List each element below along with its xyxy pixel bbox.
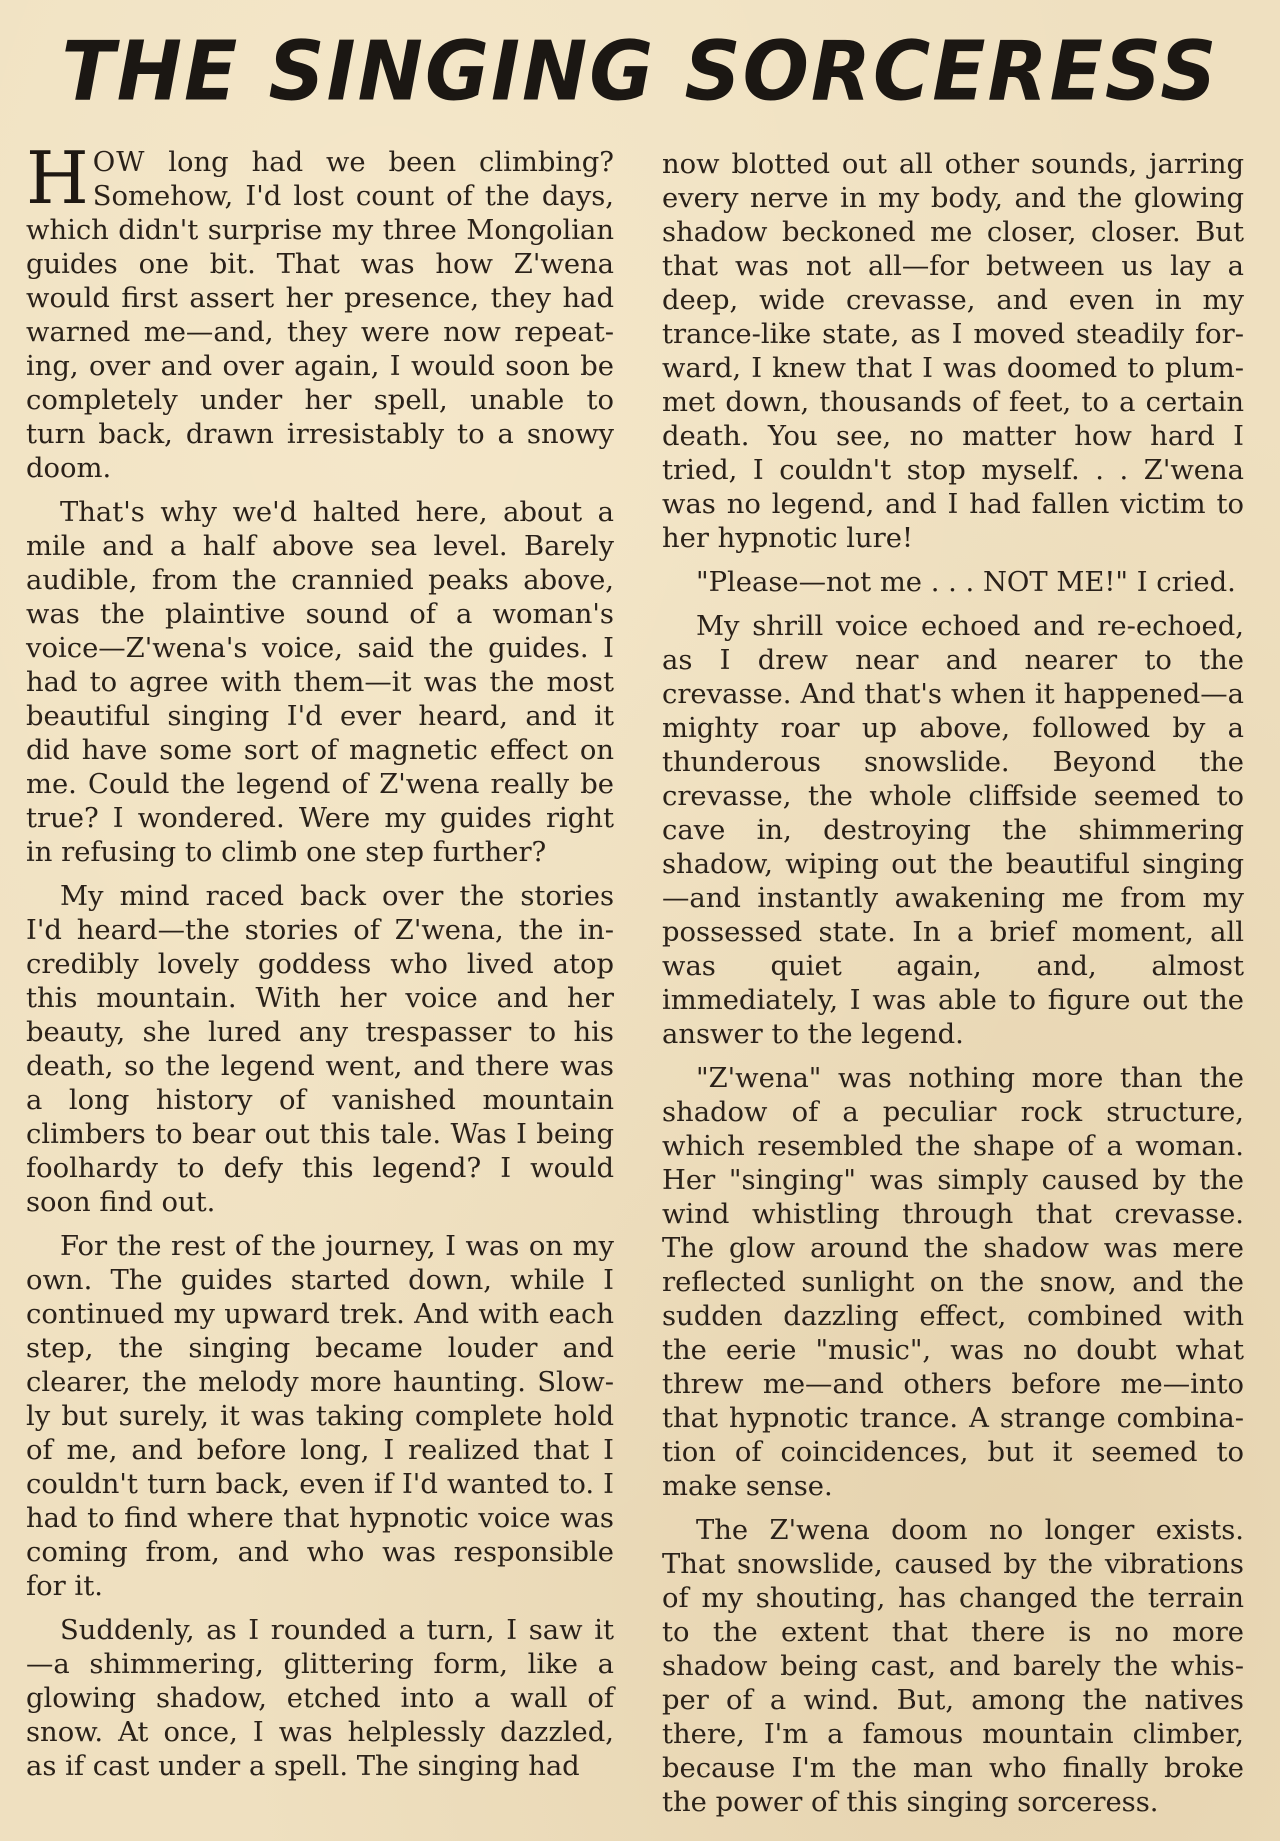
paragraph: My mind raced back over the stories I'd heard—the stories of Z'wena, the incredibly lovely goddess who lived atop this mountain. With her voice and her beauty, she lured any trespasser to his death, so the legend went, and there was a long history of vanished mountain climbers to bear out this tale. Was I being foolhardy to defy this legend? I would soon find out. xyxy=(26,881,614,1218)
drop-cap: H xyxy=(26,136,89,220)
right-column xyxy=(662,148,1244,1830)
story-title: THE SINGING SORCERESS xyxy=(61,24,1219,120)
paragraph-text: long had we been climbing? Somehow, I'd lost count of the days, which didn't surprise my three Mongolian guides one bit. That was how Z'wena would first assert her presence, they had warned me—and, they were now repeating, over and over again, I would soon be completely under her spell, unable to turn back, drawn irresistably to a snowy doom. xyxy=(26,147,614,484)
lead-in: OW xyxy=(92,147,146,178)
paragraph: "Please—not me . . . NOT ME!" I cried. xyxy=(696,567,1236,598)
paragraph: That's why we'd halted here, about a mile and a half above sea level. Barely audible, from the crannied peaks above, was the plaintive sound of a woman's voice—Z'wena's voice, said the guides. I had to agree with them—it was the most beautiful singing I'd ever heard, and it did have some sort of magnetic effect on me. Could the legend of Z'wena really be true? I wondered. Were my guides right in refusing to climb one step further? xyxy=(26,497,614,868)
left-column xyxy=(26,136,614,1794)
paragraph: The Z'wena doom no longer exists. That snowslide, caused by the vibrations of my shouting, has changed the terrain to the extent that there is no more shadow being cast, and barely the whisper of a wind. But, among the natives there, I'm a famous mountain climber, because I'm the man who finally broke the power of this singing sorceress. xyxy=(662,1515,1244,1818)
paragraph: For the rest of the journey, I was on my own. The guides started down, while I continued my upward trek. And with each step, the singing became louder and clearer, the melody more haunting. Slowly but surely, it was taking complete hold of me, and before long, I realized that I couldn't turn back, even if I'd wanted to. I had to find where that hypnotic voice was coming from, and who was responsible for it. xyxy=(26,1231,614,1602)
paragraph: Suddenly, as I rounded a turn, I saw it—a shimmering, glittering form, like a glowing shadow, etched into a wall of snow. At once, I was helplessly dazzled, as if cast under a spell. The singing had xyxy=(26,1615,614,1782)
paragraph: now blotted out all other sounds, jarring every nerve in my body, and the glowing shadow beckoned me closer, closer. But that was not all—for between us lay a deep, wide crevasse, and even in my trance-like state, as I moved steadily forward, I knew that I was doomed to plummet down, thousands of feet, to a certain death. You see, no matter how hard I tried, I couldn't stop myself. . . Z'wena was no legend, and I had fallen victim to her hypnotic lure! xyxy=(662,149,1244,554)
paragraph xyxy=(26,136,614,486)
paragraph: "Z'wena" was nothing more than the shadow of a peculiar rock structure, which resembled the shape of a woman. Her "singing" was simply caused by the wind whistling through that crevasse. The glow around the shadow was mere reflected sunlight on the snow, and the sudden dazzling effect, combined with the eerie "music", was no doubt what threw me—and others before me—into that hypnotic trance. A strange combination of coincidences, but it seemed to make sense. xyxy=(662,1063,1244,1502)
column-gutter xyxy=(636,150,637,1810)
paragraph: My shrill voice echoed and re-echoed, as I drew near and nearer to the crevasse. And that's when it happened—a mighty roar up above, followed by a thunderous snowslide. Beyond the crevasse, the whole cliffside seemed to cave in, destroying the shimmering shadow, wiping out the beautiful singing—and instantly awakening me from my possessed state. In a brief moment, all was quiet again, and, almost immediately, I was able to figure out the answer to the legend. xyxy=(662,611,1244,1050)
